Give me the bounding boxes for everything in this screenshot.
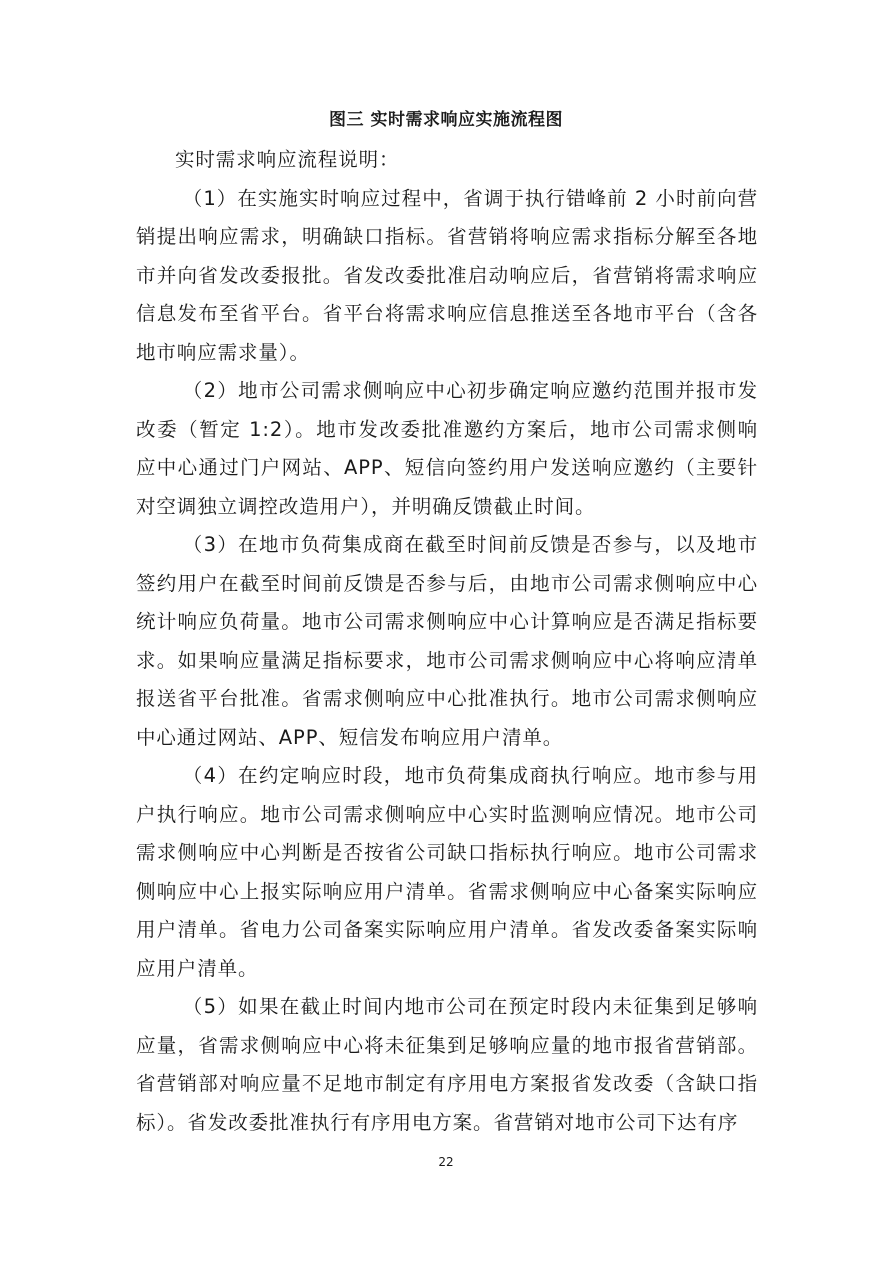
intro-paragraph: 实时需求响应流程说明： <box>175 148 400 171</box>
page-number: 22 <box>438 1155 454 1169</box>
paragraph-step-5: （5）如果在截止时间内地市公司在预定时段内未征集到足够响应量，省需求侧响应中心将未征集到足够响应量的地市报省营销部。省营销部对响应量不足地市制定有序用电方案报省发改委（含缺口指标）。省发改委批准执行有序用电方案。省营销对地市公司下达有序 <box>136 995 758 1134</box>
paragraph-step-2: （2）地市公司需求侧响应中心初步确定响应邀约范围并报市发改委（暂定 1:2）。地市发改委批准邀约方案后，地市公司需求侧响应中心通过门户网站、APP、短信向签约用户发送响应邀约（主要针对空调独立调控改造用户），并明确反馈截止时间。 <box>136 379 758 518</box>
paragraph-step-1: （1）在实施实时响应过程中，省调于执行错峰前 2 小时前向营销提出响应需求，明确缺口指标。省营销将响应需求指标分解至各地市并向省发改委报批。省发改委批准启动响应后，省营销将需求响应信息发布至省平台。省平台将需求响应信息推送至各地市平台（含各地市响应需求量）。 <box>136 186 758 364</box>
body-text <box>136 141 758 1142</box>
figure-caption: 图三 实时需求响应实施流程图 <box>329 110 563 130</box>
paragraph-step-4: （4）在约定响应时段，地市负荷集成商执行响应。地市参与用户执行响应。地市公司需求侧响应中心实时监测响应情况。地市公司需求侧响应中心判断是否按省公司缺口指标执行响应。地市公司需求侧响应中心上报实际响应用户清单。省需求侧响应中心备案实际响应用户清单。省电力公司备案实际响应用户清单。省发改委备案实际响应用户清单。 <box>136 764 758 980</box>
paragraph-step-3: （3）在地市负荷集成商在截至时间前反馈是否参与，以及地市签约用户在截至时间前反馈是否参与后，由地市公司需求侧响应中心统计响应负荷量。地市公司需求侧响应中心计算响应是否满足指标要求。如果响应量满足指标要求，地市公司需求侧响应中心将响应清单报送省平台批准。省需求侧响应中心批准执行。地市公司需求侧响应中心通过网站、APP、短信发布响应用户清单。 <box>136 533 758 749</box>
